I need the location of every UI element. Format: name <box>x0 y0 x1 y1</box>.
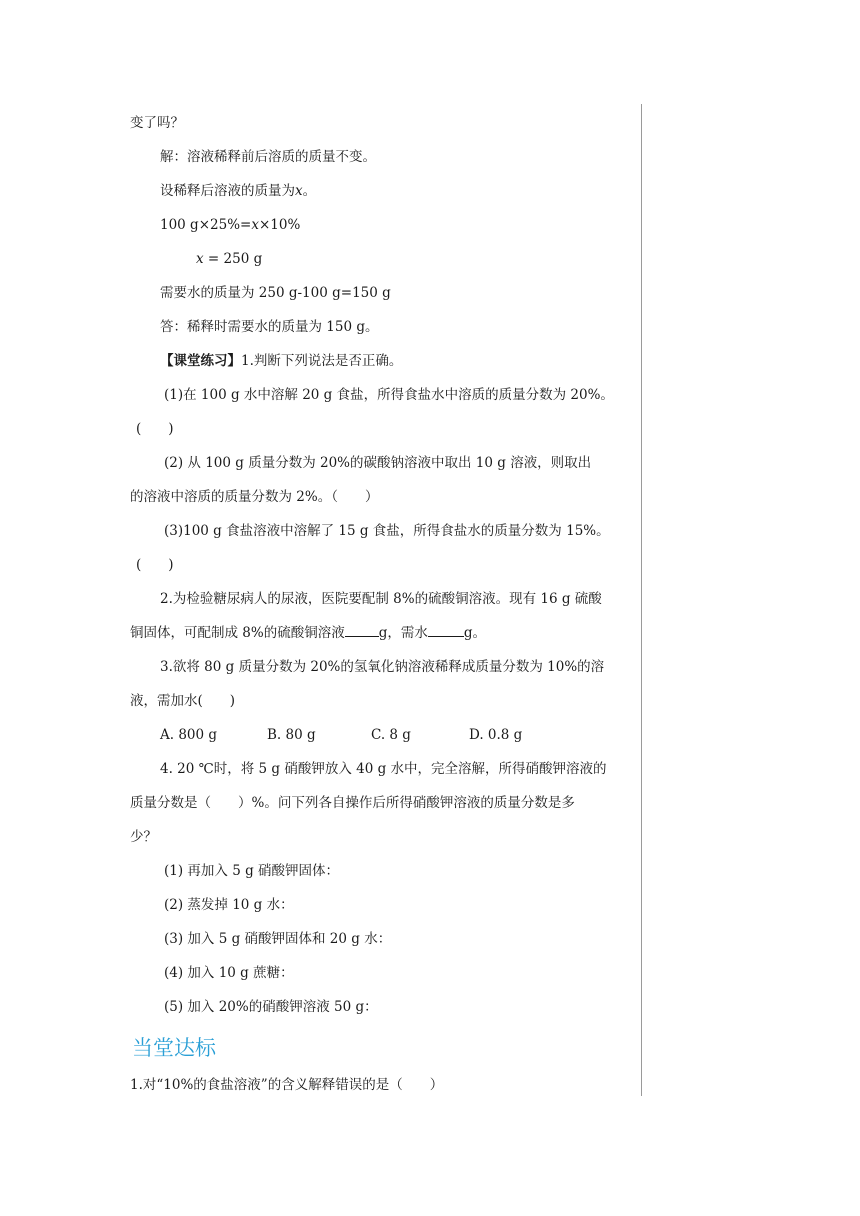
q4-sub-1: (1) 再加入 5 g 硝酸钾固体： <box>164 863 340 879</box>
document-body <box>130 108 638 1104</box>
q3-text: 3.欲将 80 g 质量分数为 20%的氢氧化钠溶液稀释成质量分数为 10%的溶 <box>160 659 605 675</box>
solution-answer: 答：稀释时需要水的质量为 150 g。 <box>160 319 379 335</box>
q4-text: 4. 20 ℃时，将 5 g 硝酸钾放入 40 g 水中，完全溶解，所得硝酸钾溶液的 <box>160 761 607 777</box>
practice-title: 【课堂练习】1.判断下列说法是否正确。 <box>160 353 403 369</box>
q4-sub-3: (3) 加入 5 g 硝酸钾固体和 20 g 水： <box>164 931 392 947</box>
target-question-1: 1.对“10%的食盐溶液”的含义解释错误的是（ ） <box>130 1077 444 1093</box>
q1-item-1: (1)在 100 g 水中溶解 20 g 食盐，所得食盐水中溶质的质量分数为 20%。 <box>164 387 614 403</box>
equation-2: x = 250 g <box>196 251 263 267</box>
solution-water: 需要水的质量为 250 g-100 g=150 g <box>160 285 391 301</box>
q2-text-cont: 铜固体，可配制成 8%的硫酸铜溶液 g，需水 g。 <box>130 618 638 652</box>
q4-text-cont: 质量分数是（ ）%。问下列各自操作后所得硝酸钾溶液的质量分数是多 <box>130 795 575 811</box>
option-a: A. 800 g <box>160 727 218 743</box>
q1-item-2: (2) 从 100 g 质量分数为 20%的碳酸钠溶液中取出 10 g 溶液，则取出 <box>164 455 592 471</box>
q1-item-3: (3)100 g 食盐溶液中溶解了 15 g 食盐，所得食盐水的质量分数为 15%。 <box>164 523 610 539</box>
q4-text-end: 少？ <box>130 829 157 845</box>
section-heading: 当堂达标 <box>132 1036 216 1060</box>
option-c: C. 8 g <box>371 727 411 743</box>
q3-text-cont: 液，需加水( ) <box>130 693 236 709</box>
q4-sub-4: (4) 加入 10 g 蔗糖： <box>164 965 294 981</box>
equation-1: 100 g×25%=x×10% <box>160 217 301 233</box>
answer-blank <box>345 622 379 637</box>
solution-intro: 解：溶液稀释前后溶质的质量不变。 <box>160 149 376 165</box>
q4-sub-2: (2) 蒸发掉 10 g 水： <box>164 897 294 913</box>
q2-text: 2.为检验糖尿病人的尿液，医院要配制 8%的硫酸铜溶液。现有 16 g 硫酸 <box>160 591 602 607</box>
q1-item-1-bracket: ( ) <box>136 421 174 437</box>
q4-sub-5: (5) 加入 20%的硝酸钾溶液 50 g： <box>164 999 378 1015</box>
option-d: D. 0.8 g <box>469 727 523 743</box>
solution-let: 设稀释后溶液的质量为x。 <box>160 183 317 199</box>
continuation-text: 变了吗？ <box>130 115 184 131</box>
q1-item-2-cont: 的溶液中溶质的质量分数为 2%。（ ） <box>130 489 379 505</box>
margin-rule <box>641 104 642 1096</box>
q3-options <box>130 720 638 754</box>
answer-blank <box>428 622 464 637</box>
option-b: B. 80 g <box>267 727 316 743</box>
q1-item-3-bracket: ( ) <box>136 557 174 573</box>
